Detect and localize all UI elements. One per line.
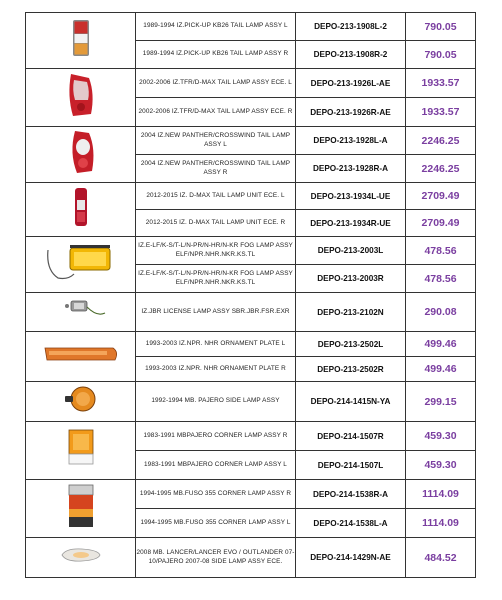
part-description: 1993-2003 IZ.NPR. NHR ORNAMENT PLATE R [136,357,296,382]
part-description: 2002-2006 IZ.TFR/D-MAX TAIL LAMP ASSY ECE. L [136,69,296,98]
part-price: 478.56 [406,265,476,293]
part-code: DEPO-214-1538L-A [296,509,406,538]
part-description: 2002-2006 IZ.TFR/D-MAX TAIL LAMP ASSY ECE. R [136,98,296,127]
part-price: 2709.49 [406,183,476,210]
part-price: 2246.25 [406,127,476,155]
part-code: DEPO-213-2502L [296,332,406,357]
table-row [26,13,476,41]
side-lamp-lancer-image [26,538,136,578]
part-description: 2012-2015 IZ. D-MAX TAIL LAMP UNIT ECE. R [136,210,296,237]
part-code: DEPO-214-1415N-YA [296,382,406,422]
part-code: DEPO-213-1934R-UE [296,210,406,237]
part-description: 2004 IZ.NEW PANTHER/CROSSWIND TAIL LAMP ASSY R [136,155,296,183]
corner-lamp-pajero-image [26,422,136,480]
part-description: 2012-2015 IZ. D-MAX TAIL LAMP UNIT ECE. L [136,183,296,210]
part-price: 1114.09 [406,509,476,538]
tail-lamp-tfr-dmax-image [26,69,136,127]
part-code: DEPO-213-1908R-2 [296,41,406,69]
part-code: DEPO-213-2003L [296,237,406,265]
table-row [26,183,476,210]
part-code: DEPO-214-1538R-A [296,480,406,509]
part-code: DEPO-214-1507R [296,422,406,451]
table-row [26,382,476,422]
part-price: 1933.57 [406,98,476,127]
part-description: IZ.E-LF/K-S/T-L/N-PR/N-HR/N-KR FOG LAMP ASSY ELF/NPR.NHR.NKR.KS.TL [136,237,296,265]
table-row [26,480,476,509]
table-row [26,69,476,98]
part-price: 1114.09 [406,480,476,509]
part-price: 299.15 [406,382,476,422]
fog-lamp-image [26,237,136,293]
part-code: DEPO-213-2502R [296,357,406,382]
part-description: 1983-1991 MBPAJERO CORNER LAMP ASSY R [136,422,296,451]
part-code: DEPO-213-1928L-A [296,127,406,155]
table-row [26,127,476,155]
part-code: DEPO-213-1926L-AE [296,69,406,98]
part-code: DEPO-213-1908L-2 [296,13,406,41]
part-description: 1994-1995 MB.FUSO 355 CORNER LAMP ASSY L [136,509,296,538]
table-row [26,293,476,332]
table-row [26,332,476,357]
table-row [26,538,476,578]
table-row [26,422,476,451]
part-price: 790.05 [406,13,476,41]
part-price: 484.52 [406,538,476,578]
part-price: 459.30 [406,422,476,451]
part-price: 499.46 [406,332,476,357]
part-description: 1989-1994 IZ.PICK-UP KB26 TAIL LAMP ASSY R [136,41,296,69]
tail-lamp-dmax-2012-image [26,183,136,237]
part-price: 2246.25 [406,155,476,183]
part-price: 1933.57 [406,69,476,98]
part-description: 2004 IZ.NEW PANTHER/CROSSWIND TAIL LAMP ASSY L [136,127,296,155]
parts-price-table [25,12,476,578]
part-price: 790.05 [406,41,476,69]
part-description: 2008 MB. LANCER/LANCER EVO / OUTLANDER 07-10/PAJERO 2007-08 SIDE LAMP ASSY ECE. [136,538,296,578]
part-code: DEPO-213-1928R-A [296,155,406,183]
license-lamp-image [26,293,136,332]
part-code: DEPO-213-2102N [296,293,406,332]
ornament-plate-image [26,332,136,382]
side-lamp-pajero-image [26,382,136,422]
part-description: 1989-1994 IZ.PICK-UP KB26 TAIL LAMP ASSY L [136,13,296,41]
part-description: IZ.JBR LICENSE LAMP ASSY SBR.JBR.FSR.EXR [136,293,296,332]
part-code: DEPO-213-1934L-UE [296,183,406,210]
part-price: 478.56 [406,237,476,265]
part-description: 1983-1991 MBPAJERO CORNER LAMP ASSY L [136,451,296,480]
part-description: 1994-1995 MB.FUSO 355 CORNER LAMP ASSY R [136,480,296,509]
part-description: 1993-2003 IZ.NPR. NHR ORNAMENT PLATE L [136,332,296,357]
part-code: DEPO-214-1429N-AE [296,538,406,578]
tail-lamp-panther-image [26,127,136,183]
corner-lamp-fuso-image [26,480,136,538]
tail-lamp-kb26-image [26,13,136,69]
part-price: 2709.49 [406,210,476,237]
part-code: DEPO-214-1507L [296,451,406,480]
part-description: IZ.E-LF/K-S/T-L/N-PR/N-HR/N-KR FOG LAMP ASSY ELF/NPR.NHR.NKR.KS.TL [136,265,296,293]
part-price: 459.30 [406,451,476,480]
part-code: DEPO-213-2003R [296,265,406,293]
part-price: 290.08 [406,293,476,332]
part-price: 499.46 [406,357,476,382]
table-row [26,237,476,265]
part-code: DEPO-213-1926R-AE [296,98,406,127]
part-description: 1992-1994 MB. PAJERO SIDE LAMP ASSY [136,382,296,422]
